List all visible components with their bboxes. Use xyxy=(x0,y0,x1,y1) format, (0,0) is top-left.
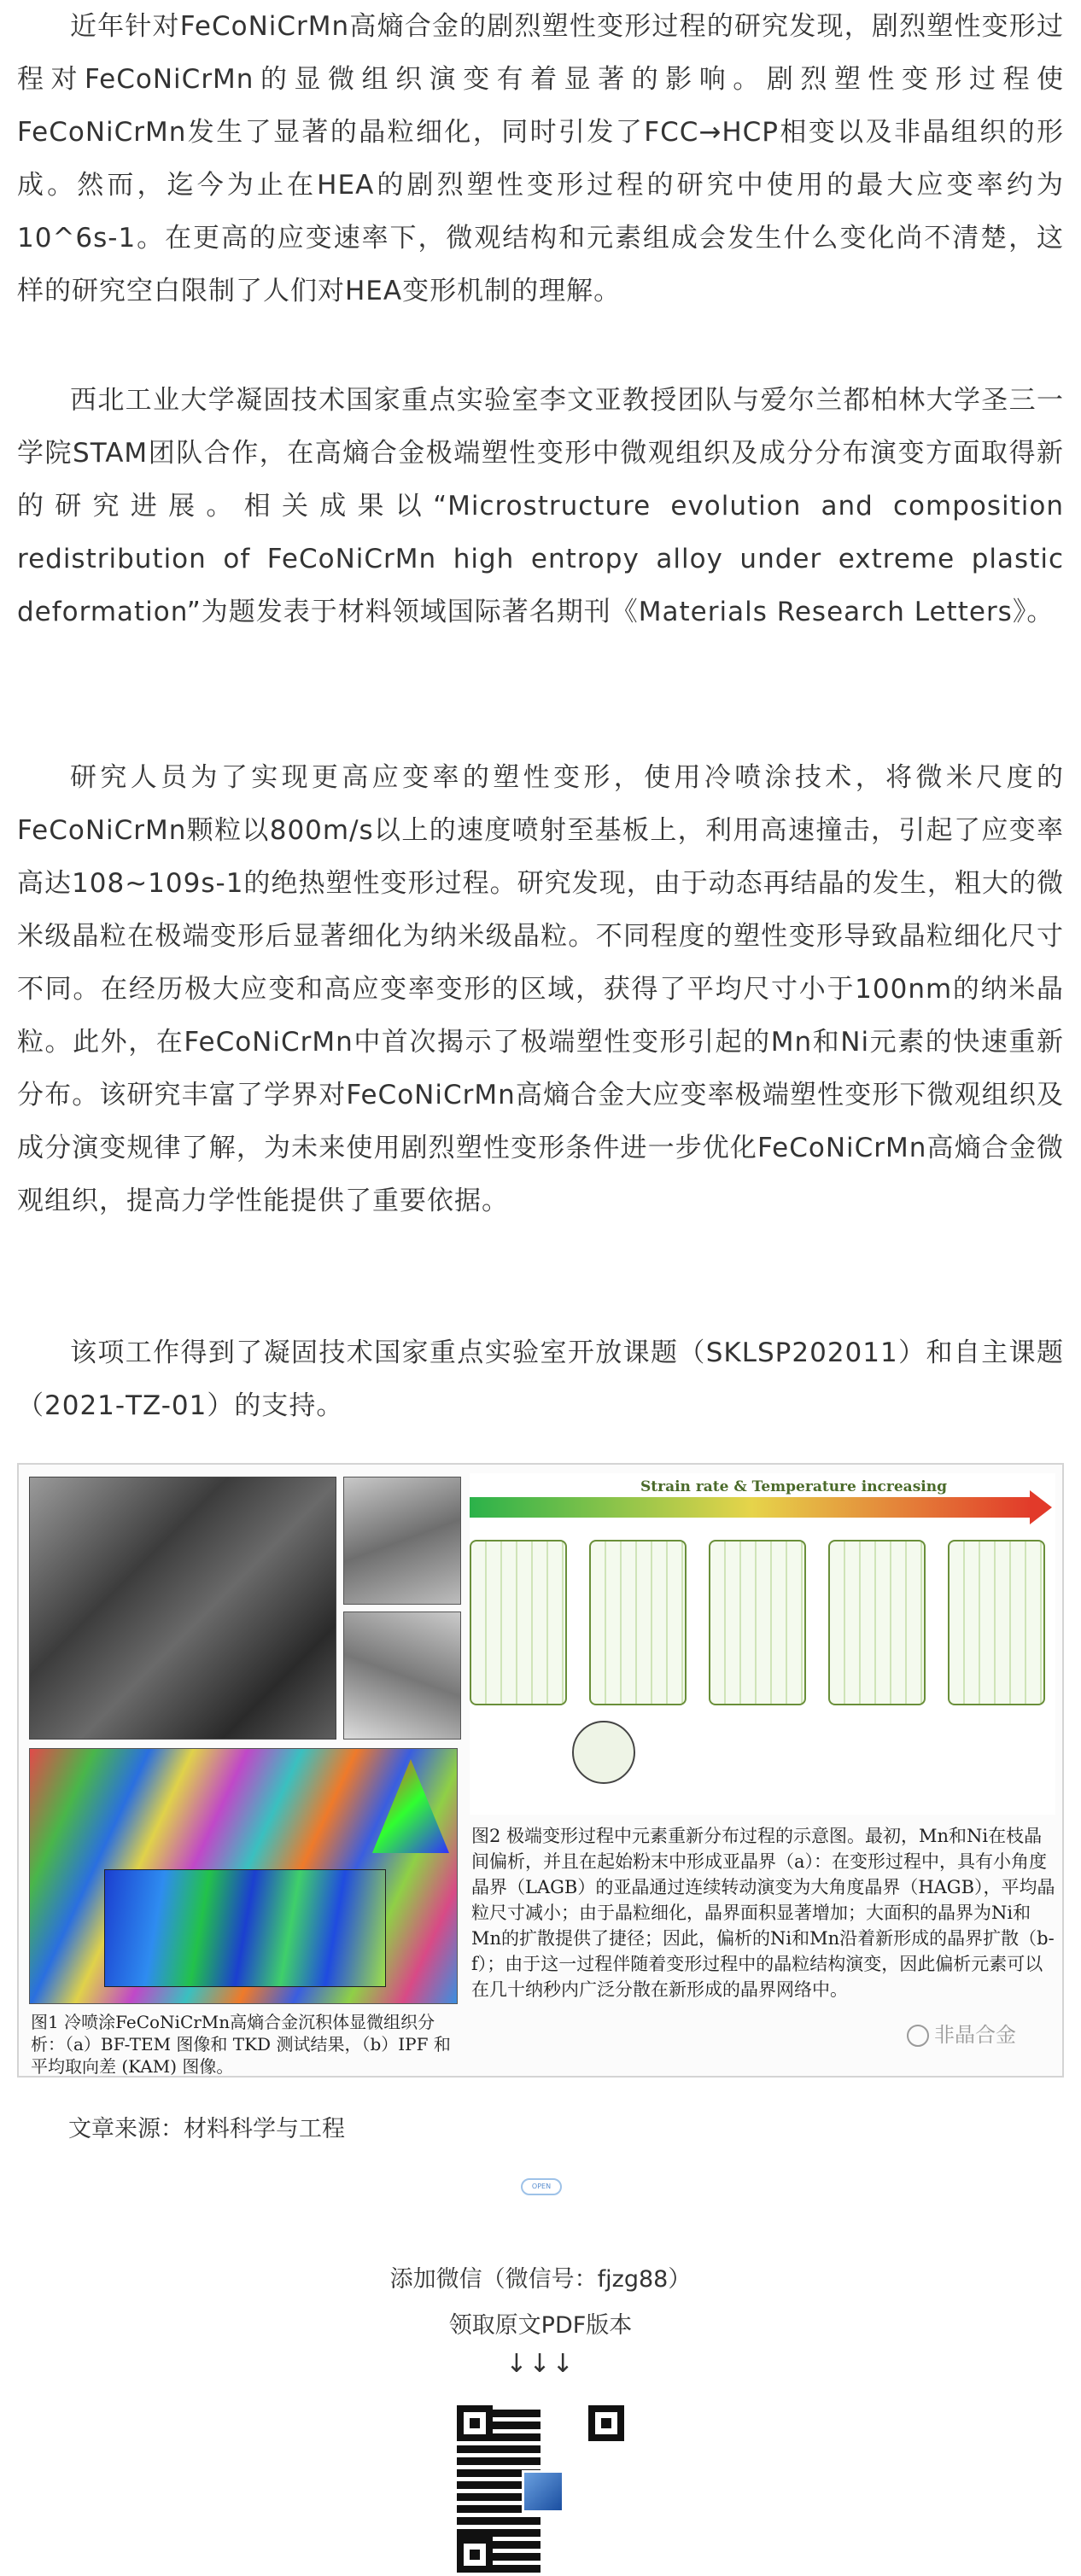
qr-code[interactable] xyxy=(457,2405,624,2573)
tem-inset-image-1 xyxy=(343,1477,461,1605)
wechat-icon xyxy=(907,2025,929,2047)
paragraph-funding: 该项工作得到了凝固技术国家重点实验室开放课题（SKLSP202011）和自主课题（2021-TZ-01）的支持。 xyxy=(17,1338,1064,1421)
article-source: 文章来源：材料科学与工程 xyxy=(68,2116,345,2142)
figure-composite xyxy=(17,1463,1064,2078)
figure2-caption: 图2 极端变形过程中元素重新分布过程的示意图。最初，Mn和Ni在枝晶间偏析，并且在起始粉末中形成亚晶界（a）：在变形过程中，具有小角度晶界（LAGB）的亚晶通过连续转动演变为大角度晶界（HAGB），平均晶粒尺寸减小；由于晶粒细化，晶界面积显著增加；大面积的晶界为Ni和Mn的扩散提供了捷径；因此，偏析的Ni和Mn沿着新形成的晶界扩散（b-f）；由于这一过程伴随着变形过程中的晶粒结构演变，因此偏析元素可以在几十纳秒内广泛分散在新形成的晶界网络中。 xyxy=(471,1826,1055,2000)
subgrain-rotation-icon xyxy=(572,1721,635,1784)
down-arrows: ↓↓↓ xyxy=(505,2349,576,2379)
schematic-stage-e xyxy=(948,1540,1045,1705)
qr-finder-top-right xyxy=(588,2405,624,2441)
watermark-text: 非晶合金 xyxy=(934,2023,1016,2047)
tem-inset-image-2 xyxy=(343,1611,461,1740)
schematic-diagram xyxy=(470,1473,1055,1815)
wechat-contact-line: 添加微信（微信号：fjzg88） xyxy=(389,2266,692,2293)
tem-image xyxy=(29,1477,336,1740)
paragraph-findings: 研究人员为了实现更高应变率的塑性变形，使用冷喷涂技术，将微米尺度的FeCoNiCrMn颗粒以800m/s以上的速度喷射至基板上，利用高速撞击，引起了应变率高达108~109s-1的绝热塑性变形过程。研究发现，由于动态再结晶的发生，粗大的微米级晶粒在极端变形后显著细化为纳米级晶粒。不同程度的塑性变形导致晶粒细化尺寸不同。在经历极大应变和高应变率变形的区域，获得了平均尺寸小于100nm的纳米晶粒。此外，在FeCoNiCrMn中首次揭示了极端塑性变形引起的Mn和Ni元素的快速重新分布。该研究丰富了学界对FeCoNiCrMn高熵合金大应变率极端塑性变形下微观组织及成分演变规律了解，为未来使用剧烈塑性变形条件进一步优化FeCoNiCrMn高熵合金微观组织，提高力学性能提供了重要依据。 xyxy=(17,762,1064,1216)
strain-gradient-arrow xyxy=(470,1497,1033,1518)
qr-logo-icon xyxy=(522,2470,564,2513)
strain-rate-label: Strain rate & Temperature increasing xyxy=(640,1478,947,1495)
qr-finder-top-left xyxy=(457,2405,493,2441)
watermark xyxy=(907,2018,1016,2048)
arrow-head-icon xyxy=(1030,1490,1052,1524)
paragraph-team: 西北工业大学凝固技术国家重点实验室李文亚教授团队与爱尔兰都柏林大学圣三一学院STAM团队合作，在高熵合金极端塑性变形中微观组织及成分分布演变方面取得新的研究进展。相关成果以“Microstructure evolution and composition redistribution of FeCoNiCrMn high entropy alloy under extreme plastic deformation”为题发表于材料领域国际著名期刊《Materials Research Letters》。 xyxy=(17,385,1064,627)
qr-finder-bottom-left xyxy=(457,2537,493,2573)
schematic-stage-d xyxy=(828,1540,926,1705)
open-badge[interactable]: OPEN xyxy=(521,2178,562,2195)
pdf-offer-line: 领取原文PDF版本 xyxy=(448,2312,633,2339)
schematic-stage-b xyxy=(589,1540,687,1705)
kam-map-image xyxy=(104,1869,386,1987)
schematic-stage-a xyxy=(470,1540,567,1705)
schematic-stage-c xyxy=(709,1540,806,1705)
paragraph-intro: 近年针对FeCoNiCrMn高熵合金的剧烈塑性变形过程的研究发现，剧烈塑性变形过程对FeCoNiCrMn的显微组织演变有着显著的影响。剧烈塑性变形过程使FeCoNiCrMn发生了显著的晶粒细化，同时引发了FCC→HCP相变以及非晶组织的形成。然而，迄今为止在HEA的剧烈塑性变形过程的研究中使用的最大应变率约为10^6s-1。在更高的应变速率下，微观结构和元素组成会发生什么变化尚不清楚，这样的研究空白限制了人们对HEA变形机制的理解。 xyxy=(17,11,1064,306)
figure1-caption: 图1 冷喷涂FeCoNiCrMn高熵合金沉积体显微组织分析：（a）BF-TEM 图像和 TKD 测试结果，（b）IPF 和平均取向差 (KAM) 图像。 xyxy=(31,2012,451,2077)
